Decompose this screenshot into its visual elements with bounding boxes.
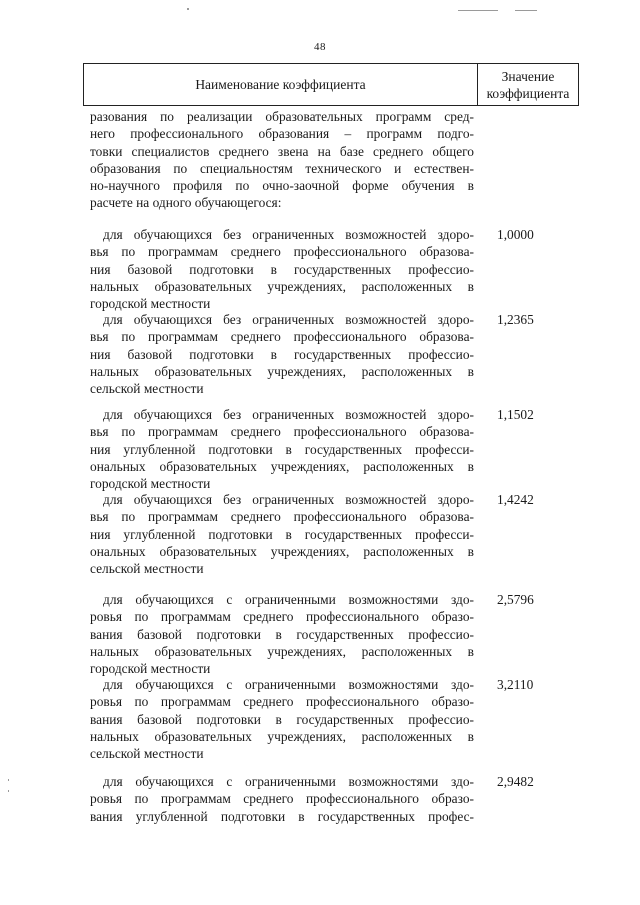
text-line: сельской местности xyxy=(90,381,204,397)
text-line: расчете на одного обучающегося: xyxy=(90,195,282,211)
text-line: ональных образовательных учреждениях, расположенных в xyxy=(90,543,474,559)
text-line: городской местности xyxy=(90,661,211,677)
text-line: для обучающихся без ограниченных возможностей здоро- xyxy=(103,227,474,242)
text-line: ональных образовательных учреждениях, расположенных в xyxy=(90,458,474,474)
scan-mark-top-right-line xyxy=(515,10,537,11)
text-line: для обучающихся с ограниченными возможностями здо- xyxy=(103,677,474,692)
page-number: 48 xyxy=(314,41,326,53)
text-line: городской местности xyxy=(90,476,211,492)
text-line: вья по программам среднего профессионального образова- xyxy=(90,509,474,525)
text-line: нальных образовательных учреждениях, расположенных в xyxy=(90,278,474,294)
coefficient-row-name xyxy=(90,226,474,312)
coefficient-row-name xyxy=(90,491,474,577)
text-line: ровья по программам среднего профессионального образо- xyxy=(90,694,474,710)
header-name-column: Наименование коэффициента xyxy=(84,64,478,105)
text-line: ния базовой подготовки в государственных профессио- xyxy=(90,261,474,277)
text-line: товки специалистов среднего звена на базе среднего общего xyxy=(90,143,474,159)
header-value-line1: Значение xyxy=(501,68,555,84)
text-line: ния углубленной подготовки в государственных професси- xyxy=(90,441,474,457)
text-line: для обучающихся без ограниченных возможностей здоро- xyxy=(103,312,474,327)
text-line: ровья по программам среднего профессионального образо- xyxy=(90,609,474,625)
header-value-line2: коэффициента xyxy=(486,85,570,101)
coefficient-row-name xyxy=(90,311,474,397)
coefficient-row-name xyxy=(90,676,474,762)
continuation-paragraph xyxy=(90,108,474,212)
coefficient-row-name xyxy=(90,406,474,492)
scan-mark-top-right-line xyxy=(458,10,498,11)
scan-mark-left-dot xyxy=(8,790,9,792)
text-line: разования по реализации образовательных программ сред- xyxy=(90,109,474,124)
text-line: образования по специальностям технического и естествен- xyxy=(90,160,474,176)
header-value-column xyxy=(478,64,578,105)
text-line: городской местности xyxy=(90,296,211,312)
coefficient-row-name xyxy=(90,773,474,825)
text-line: нальных образовательных учреждениях, расположенных в xyxy=(90,363,474,379)
scan-mark-left-dot xyxy=(8,779,9,781)
coefficient-value: 3,2110 xyxy=(497,677,534,692)
text-line: для обучающихся без ограниченных возможностей здоро- xyxy=(103,407,474,422)
coefficient-value: 1,1502 xyxy=(497,407,534,422)
text-line: ровья по программам среднего профессионального образо- xyxy=(90,791,474,807)
text-line: нальных образовательных учреждениях, расположенных в xyxy=(90,643,474,659)
coefficient-value: 2,9482 xyxy=(497,774,534,789)
text-line: него профессионального образования – программ подго- xyxy=(90,126,474,142)
scan-mark-top-dot xyxy=(187,8,189,10)
coefficient-value: 2,5796 xyxy=(497,592,534,607)
coefficient-value: 1,0000 xyxy=(497,227,534,242)
text-line: для обучающихся с ограниченными возможностями здо- xyxy=(103,774,474,789)
coefficient-value: 1,4242 xyxy=(497,492,534,507)
coefficient-value: 1,2365 xyxy=(497,312,534,327)
table-header xyxy=(83,63,579,106)
text-line: вья по программам среднего профессионального образова- xyxy=(90,329,474,345)
text-line: но-научного профиля по очно-заочной форме обучения в xyxy=(90,178,474,194)
text-line: нальных образовательных учреждениях, расположенных в xyxy=(90,728,474,744)
text-line: вания углубленной подготовки в государственных профес- xyxy=(90,808,474,824)
text-line: ния базовой подготовки в государственных профессио- xyxy=(90,346,474,362)
text-line: вания базовой подготовки в государственных профессио- xyxy=(90,711,474,727)
coefficient-row-name xyxy=(90,591,474,677)
text-line: вания базовой подготовки в государственных профессио- xyxy=(90,626,474,642)
text-line: для обучающихся с ограниченными возможностями здо- xyxy=(103,592,474,607)
text-line: вья по программам среднего профессионального образова- xyxy=(90,244,474,260)
text-line: для обучающихся без ограниченных возможностей здоро- xyxy=(103,492,474,507)
text-line: ния углубленной подготовки в государственных професси- xyxy=(90,526,474,542)
text-line: сельской местности xyxy=(90,561,204,577)
text-line: сельской местности xyxy=(90,746,204,762)
text-line: вья по программам среднего профессионального образова- xyxy=(90,424,474,440)
